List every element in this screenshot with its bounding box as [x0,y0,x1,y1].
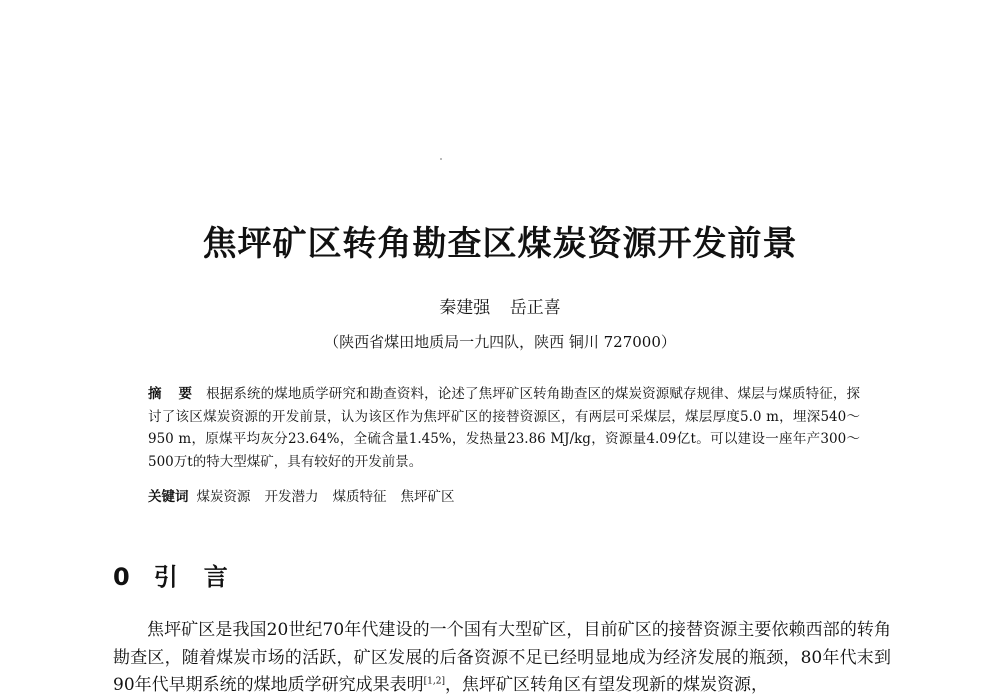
keywords [148,486,860,508]
keyword: 煤炭资源 [196,489,251,505]
keywords-label: 关键词 [148,489,189,505]
body-paragraph [113,617,891,699]
body-text-part: ，焦坪矿区转角区有望发现新的煤炭资源， [444,675,768,695]
author-name: 秦建强 [439,298,491,318]
author-name: 岳正喜 [509,298,561,318]
keyword: 开发潜力 [264,489,319,505]
abstract-label: 摘 要 [148,386,199,402]
keyword: 煤质特征 [332,489,387,505]
author-line [0,296,1000,320]
body-text-part: 焦坪矿区是我国20世纪70年代建设的一个国有大型矿区，目前矿区的接替资源主要依赖西部的转角勘查区，随着煤炭市场的活跃，矿区发展的后备资源不足已经明显地成为经济发展的瓶颈，80年代末到90年代早期系统的煤地质学研究成果表明 [113,620,891,695]
abstract [148,383,860,473]
section-heading [113,561,254,593]
citation: [1,2] [423,676,445,687]
section-title: 引言 [153,563,254,591]
scan-speck [440,158,442,160]
section-number: 0 [113,563,130,591]
affiliation: （陕西省煤田地质局一九四队，陕西 铜川 727000） [324,333,676,351]
keyword: 焦坪矿区 [400,489,455,505]
paper-title: 焦坪矿区转角勘查区煤炭资源开发前景 [202,224,798,264]
abstract-text: 根据系统的煤地质学研究和勘查资料，论述了焦坪矿区转角勘查区的煤炭资源赋存规律、煤层与煤质特征，探讨了该区煤炭资源的开发前景，认为该区作为焦坪矿区的接替资源区，有两层可采煤层，煤层厚度5.0 m，埋深540～950 m，原煤平均灰分23.64%，全硫含量1.45%，发热量23.86 MJ/kg，资源量4.09亿t。可以建设一座年产300～500万t的特大型煤矿，具有较好的开发前景。 [148,386,860,470]
